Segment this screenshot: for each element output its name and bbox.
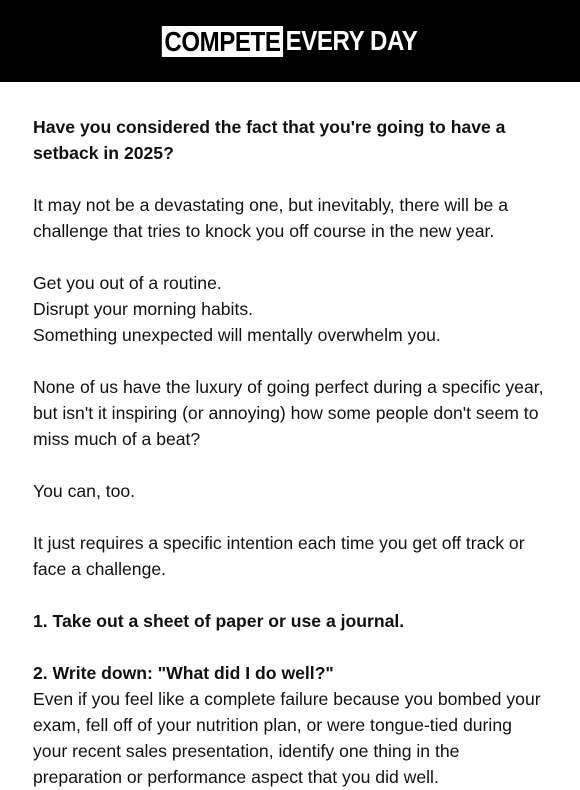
paragraph-you-can: You can, too. <box>33 481 136 501</box>
line-overwhelm: Something unexpected will mentally overwhelm you. <box>33 325 441 345</box>
email-body <box>0 82 580 790</box>
paragraph-list <box>33 270 548 348</box>
intro-heading: Have you considered the fact that you're going to have a setback in 2025? <box>33 117 506 163</box>
paragraph-luxury: None of us have the luxury of going perfect during a specific year, but isn't it inspiring (or annoying) how some people don't seem to miss much of a beat? <box>33 377 544 449</box>
paragraph-setback: It may not be a devastating one, but inevitably, there will be a challenge that tries to knock you off course in the new year. <box>33 195 508 241</box>
step-2-text: Even if you feel like a complete failure because you bombed your exam, fell off of your nutrition plan, or were tongue-tied during your recent sales presentation, identify one thing in the preparation or performance aspect that you did well. <box>33 689 541 787</box>
step-1: 1. Take out a sheet of paper or use a journal. <box>33 611 405 631</box>
line-routine: Get you out of a routine. <box>33 273 222 293</box>
header-bar <box>0 0 580 82</box>
logo-compete: COMPETE <box>162 26 283 57</box>
logo-every-day: EVERY DAY <box>286 25 418 56</box>
paragraph-intention: It just requires a specific intention each time you get off track or face a challenge. <box>33 533 525 579</box>
step-2-title: 2. Write down: "What did I do well?" <box>33 663 334 683</box>
line-habits: Disrupt your morning habits. <box>33 299 254 319</box>
step-2 <box>33 660 548 790</box>
brand-logo[interactable] <box>162 26 418 57</box>
